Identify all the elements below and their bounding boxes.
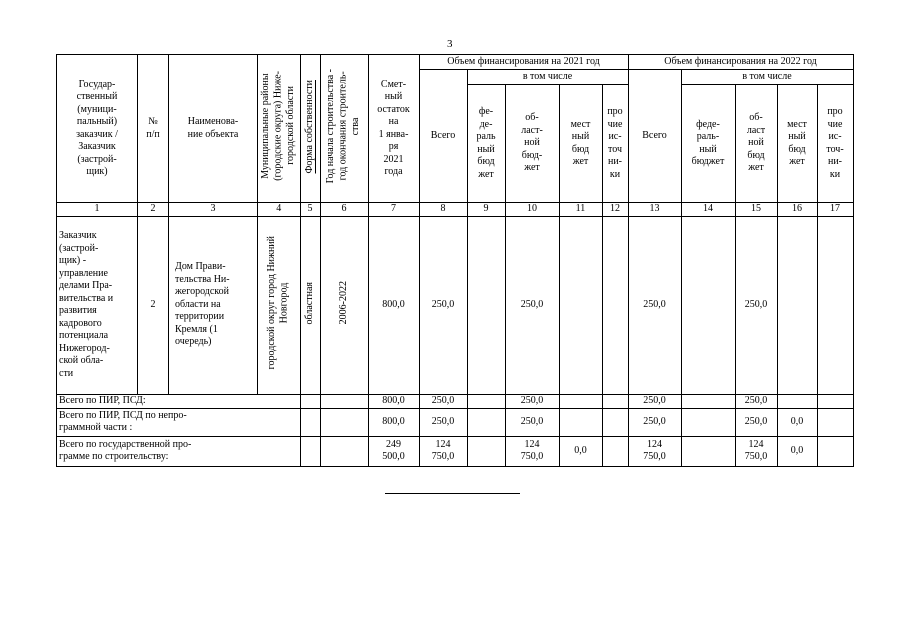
- row-municipal: городской округ город Нижний Новгород: [258, 216, 301, 394]
- total-local-2022: [777, 394, 817, 408]
- row-local-2022: [777, 216, 817, 394]
- total-2022: 124 750,0: [628, 436, 681, 466]
- empty-cell: [300, 408, 320, 436]
- empty-cell: [320, 394, 368, 408]
- row-other-2022: [817, 216, 853, 394]
- header-remaining: Смет- ный остаток на 1 янва- ря 2021 года: [368, 55, 419, 203]
- total-row: [57, 436, 854, 466]
- total-remaining: 800,0: [368, 408, 419, 436]
- total-remaining: 249 500,0: [368, 436, 419, 466]
- total-label: Всего по ПИР, ПСД по непро- граммной части :: [57, 408, 301, 436]
- empty-cell: [300, 394, 320, 408]
- header-local-2021: мест ный бюд жет: [559, 85, 602, 203]
- column-number: 5: [300, 203, 320, 217]
- total-regional-2022: 250,0: [735, 394, 777, 408]
- empty-cell: [467, 408, 505, 436]
- header-fin-2021: Объем финансирования на 2021 год: [419, 55, 628, 70]
- total-2022: 250,0: [628, 394, 681, 408]
- row-years: 2006-2022: [320, 216, 368, 394]
- header-regional-2022: об- ласт ной бюд жет: [735, 85, 777, 203]
- total-local-2021: 0,0: [559, 436, 602, 466]
- row-local-2021: [559, 216, 602, 394]
- column-number: 1: [57, 203, 138, 217]
- column-number: 4: [258, 203, 301, 217]
- column-number: 11: [559, 203, 602, 217]
- row-customer: Заказчик (застрой- щик) - управление делами Пра- вительства и развития кадрового потенциала Нижегород- ской обла- сти: [57, 216, 138, 394]
- empty-cell: [602, 408, 628, 436]
- empty-cell: [817, 408, 853, 436]
- empty-cell: [602, 436, 628, 466]
- total-local-2021: [559, 408, 602, 436]
- empty-cell: [681, 394, 735, 408]
- empty-cell: [817, 436, 853, 466]
- total-2021: 250,0: [419, 394, 467, 408]
- empty-cell: [320, 436, 368, 466]
- row-other-2021: [602, 216, 628, 394]
- total-regional-2021: 124 750,0: [505, 436, 559, 466]
- total-2021: 250,0: [419, 408, 467, 436]
- header-object-name: Наименова- ние объекта: [169, 55, 258, 203]
- empty-cell: [467, 394, 505, 408]
- total-label: Всего по ПИР, ПСД:: [57, 394, 301, 408]
- header-federal-2021: фе- де- раль ный бюд жет: [467, 85, 505, 203]
- total-2021: 124 750,0: [419, 436, 467, 466]
- header-total-2021: Всего: [419, 70, 467, 203]
- header-other-2021: про чие ис- точ ни- ки: [602, 85, 628, 203]
- column-number: 15: [735, 203, 777, 217]
- header-total-2022: Всего: [628, 70, 681, 203]
- footer-divider: [385, 493, 520, 494]
- header-federal-2022: феде- раль- ный бюджет: [681, 85, 735, 203]
- financing-table: [56, 54, 854, 467]
- row-num: 2: [138, 216, 169, 394]
- column-number: 9: [467, 203, 505, 217]
- column-number: 2: [138, 203, 169, 217]
- empty-cell: [467, 436, 505, 466]
- column-number: 6: [320, 203, 368, 217]
- header-including-2021: в том числе: [467, 70, 628, 85]
- total-local-2022: 0,0: [777, 436, 817, 466]
- header-num: № п/п: [138, 55, 169, 203]
- row-remaining: 800,0: [368, 216, 419, 394]
- header-regional-2021: об- ласт- ной бюд- жет: [505, 85, 559, 203]
- empty-cell: [817, 394, 853, 408]
- empty-cell: [681, 408, 735, 436]
- column-number: 10: [505, 203, 559, 217]
- total-local-2022: 0,0: [777, 408, 817, 436]
- column-number: 14: [681, 203, 735, 217]
- row-federal-2021: [467, 216, 505, 394]
- row-regional-2022: 250,0: [735, 216, 777, 394]
- header-ownership: Форма собственности: [300, 55, 320, 203]
- column-number: 3: [169, 203, 258, 217]
- total-regional-2021: 250,0: [505, 394, 559, 408]
- object-row: [57, 216, 854, 394]
- column-number-row: [57, 203, 854, 217]
- column-number: 7: [368, 203, 419, 217]
- header-other-2022: про чие ис- точ- ни- ки: [817, 85, 853, 203]
- page-number: 3: [447, 38, 453, 50]
- total-remaining: 800,0: [368, 394, 419, 408]
- row-federal-2022: [681, 216, 735, 394]
- row-total-2022: 250,0: [628, 216, 681, 394]
- header-customer: Государ- ственный (муници- пальный) заказчик / Заказчик (застрой- щик): [57, 55, 138, 203]
- total-label: Всего по государственной про- грамме по строительству:: [57, 436, 301, 466]
- header-local-2022: мест ный бюд жет: [777, 85, 817, 203]
- total-2022: 250,0: [628, 408, 681, 436]
- column-number: 12: [602, 203, 628, 217]
- empty-cell: [681, 436, 735, 466]
- header-including-2022: в том числе: [681, 70, 853, 85]
- total-regional-2022: 250,0: [735, 408, 777, 436]
- header-years: Год начала строительства - год окончания строитель- ства: [320, 55, 368, 203]
- row-object-name: Дом Прави- тельства Ни- жегородской области на территории Кремля (1 очередь): [169, 216, 258, 394]
- empty-cell: [320, 408, 368, 436]
- column-number: 17: [817, 203, 853, 217]
- total-row: [57, 394, 854, 408]
- total-regional-2022: 124 750,0: [735, 436, 777, 466]
- row-regional-2021: 250,0: [505, 216, 559, 394]
- header-fin-2022: Объем финансирования на 2022 год: [628, 55, 853, 70]
- total-row: [57, 408, 854, 436]
- column-number: 16: [777, 203, 817, 217]
- row-ownership: областная: [300, 216, 320, 394]
- empty-cell: [300, 436, 320, 466]
- total-local-2021: [559, 394, 602, 408]
- total-regional-2021: 250,0: [505, 408, 559, 436]
- row-total-2021: 250,0: [419, 216, 467, 394]
- column-number: 8: [419, 203, 467, 217]
- empty-cell: [602, 394, 628, 408]
- column-number: 13: [628, 203, 681, 217]
- header-municipal: Муниципальные районы (городские округа) Ниже- городской области: [258, 55, 301, 203]
